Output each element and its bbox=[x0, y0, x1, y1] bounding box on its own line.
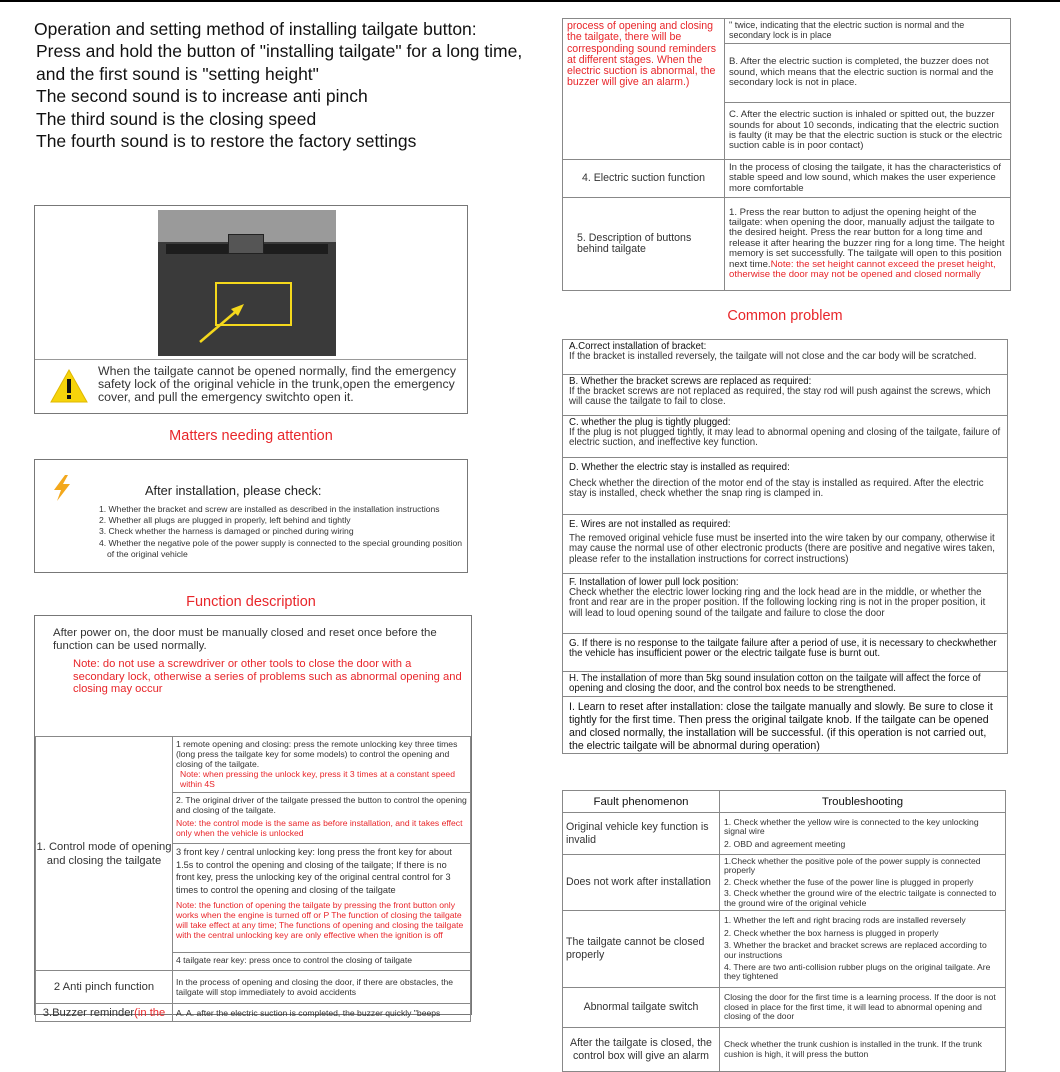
function-box bbox=[34, 615, 472, 1019]
arrow-icon bbox=[158, 210, 336, 356]
check-item: 3. Check whether the harness is damaged or pinched during wiring bbox=[99, 526, 354, 537]
fix-cell bbox=[720, 911, 1006, 988]
electric-suction-text: In the process of closing the tailgate, it has the characteristics of stable speed and low sound, which makes the user experience more comfortable bbox=[725, 160, 1011, 198]
common-item-title: E. Wires are not installed as required: bbox=[569, 519, 731, 530]
warning-triangle-icon bbox=[49, 368, 89, 404]
buttons-label: 5. Description of buttons behind tailgate bbox=[563, 198, 725, 291]
control-remote-text: 1 remote opening and closing: press the remote unlocking key three times (long press the tailgate key for some models) to control the opening and closing of the tailgate. bbox=[176, 739, 458, 769]
fault-cell: The tailgate cannot be closed properly bbox=[563, 911, 720, 988]
function-table bbox=[35, 736, 471, 1022]
control-front-key-text: 3 front key / central unlocking key: long press the front key for about 1.5s to control the opening and closing of the tailgate; If there is no front key, press the unlocking key of the original central control for 3 times to control the opening and closing of the tailgate bbox=[176, 847, 452, 895]
fault-cell: After the tailgate is closed, the control box will give an alarm bbox=[563, 1028, 720, 1072]
control-remote-note: Note: when pressing the unlock key, press it 3 times at a constant speed within 4S bbox=[180, 769, 455, 789]
common-item-text: If the bracket screws are not replaced as required, the stay rod will push against the screws, which will cause the tailgate to fail to close. bbox=[569, 386, 991, 408]
control-front-key-note: Note: the function of opening the tailgate by pressing the front button only works when the engine is turned off or P The function of closing the tailgate will take effect at any time; The functions of opening and closing the tailgate with the central unlocking key are only effective when the ignition is off bbox=[176, 900, 464, 940]
matters-heading: Matters needing attention bbox=[169, 428, 333, 444]
fix-cell bbox=[720, 855, 1006, 911]
common-item-title: B. Whether the bracket screws are replaced as required: bbox=[569, 376, 812, 387]
common-problem-list bbox=[562, 339, 1008, 754]
fix-cell: Check whether the trunk cushion is installed in the trunk. If the trunk cushion is high, it will press the button bbox=[720, 1028, 1006, 1072]
fault-cell: Original vehicle key function is invalid bbox=[563, 813, 720, 855]
common-item-text: Check whether the electric lower locking ring and the lock head are in the middle, or whether the front and rear are in the proper position. If the following locking ring is not in the proper position, it will lead to loud opening sound of the tailgate and failure to close the door bbox=[569, 587, 986, 619]
common-item-title: F. Installation of lower pull lock position: bbox=[569, 577, 739, 588]
common-item bbox=[562, 514, 1008, 573]
function-table-continued bbox=[562, 18, 1011, 291]
common-item bbox=[562, 696, 1008, 754]
buttons-text-main: 1. Press the rear button to adjust the opening height of the tailgate: when opening the door, manually adjust the tailgate to the desired height. Press the rear button for a long time and release it after hearing the buzzer ring for a long time. The height memory is set successfully. The tailgate will open to this position next time. bbox=[729, 206, 1005, 270]
check-item: 1. Whether the bracket and screw are installed as described in the installation instructions bbox=[99, 504, 440, 514]
electric-suction-label: 4. Electric suction function bbox=[563, 160, 725, 198]
function-intro: After power on, the door must be manually closed and reset once before the function can be used normally. bbox=[53, 627, 437, 652]
function-heading: Function description bbox=[186, 594, 316, 610]
fix-line: 2. Check whether the box harness is plugged in properly bbox=[724, 927, 939, 938]
emergency-text: When the tailgate cannot be opened normally, find the emergency safety lock of the original vehicle in the trunk,open the emergency cover, and pull the emergency switchto open it. bbox=[98, 364, 456, 404]
intro-line: The second sound is to increase anti pinch bbox=[36, 86, 368, 107]
fix-cell: Closing the door for the first time is a learning process. If the door is not closed in place for the first time, it will lead to abnormal opening and closing of the door bbox=[720, 988, 1006, 1028]
troubleshooting-table bbox=[562, 790, 1006, 1072]
col-troubleshooting: Troubleshooting bbox=[720, 791, 1006, 813]
common-item-text: Check whether the direction of the motor end of the stay is installed as required. After the electric stay is installed, check whether the snap ring is clamped in. bbox=[569, 478, 984, 500]
buzzer-continued-label: process of opening and closing the tailgate, there will be corresponding sound reminders at different stages. When the electric suction is abnormal, the buzzer will give an alarm.) bbox=[563, 19, 725, 160]
buzzer-b: B. After the electric suction is completed, the buzzer does not sound, which means that the electric suction is normal and the secondary lock is not in place. bbox=[725, 44, 1011, 103]
check-title: After installation, please check: bbox=[145, 483, 322, 498]
control-rear-key: 4 tailgate rear key: press once to control the closing of tailgate bbox=[173, 953, 471, 971]
fix-cell bbox=[720, 813, 1006, 855]
buzzer-label bbox=[36, 1004, 173, 1022]
emergency-photo bbox=[158, 210, 336, 356]
control-driver-note: Note: the control mode is the same as before installation, and it takes effect only when the vehicle is unlocked bbox=[176, 818, 463, 838]
buzzer-text: A. A. after the electric suction is completed, the buzzer quickly "beeps bbox=[173, 1004, 471, 1022]
fix-line: 3. Whether the bracket and bracket screws are replaced according to our instructions bbox=[724, 940, 987, 960]
fix-line: 1. Check whether the yellow wire is connected to the key unlocking signal wire bbox=[724, 816, 979, 837]
fault-cell: Abnormal tailgate switch bbox=[563, 988, 720, 1028]
common-item-text: If the bracket is installed reversely, the tailgate will not close and the car body will be scratched. bbox=[569, 351, 977, 363]
common-item bbox=[562, 415, 1008, 457]
top-border bbox=[0, 0, 1060, 2]
emergency-box bbox=[34, 205, 468, 414]
fix-line: 1. Whether the left and right bracing rods are installed reversely bbox=[724, 915, 966, 926]
common-item bbox=[562, 339, 1008, 374]
col-fault: Fault phenomenon bbox=[563, 791, 720, 813]
intro-line: The fourth sound is to restore the factory settings bbox=[36, 131, 417, 152]
anti-pinch-text: In the process of opening and closing the door, if there are obstacles, the tailgate will stop immediately to avoid accidents bbox=[173, 971, 471, 1004]
buzzer-label-red: (in the bbox=[134, 1006, 166, 1019]
common-item-title: G. If there is no response to the tailgate failure after a period of use, it is necessary to checkwhether the vehicle has insufficient power or the electric tailgate fuse is burnt out. bbox=[569, 638, 997, 660]
intro-line: The third sound is the closing speed bbox=[36, 108, 317, 129]
control-remote bbox=[173, 737, 471, 793]
function-note: Note: do not use a screwdriver or other tools to close the door with a secondary lock, otherwise a series of problems such as abnormal opening and closing may occur bbox=[73, 658, 462, 695]
common-item bbox=[562, 633, 1008, 671]
common-item-title: A.Correct installation of bracket: bbox=[569, 341, 707, 352]
common-heading: Common problem bbox=[727, 308, 843, 324]
buzzer-label-text: 3.Buzzer reminder bbox=[42, 1006, 135, 1019]
control-mode-label: 1. Control mode of opening and closing the tailgate bbox=[36, 737, 173, 971]
intro-title: Operation and setting method of installing tailgate button: bbox=[34, 19, 477, 39]
anti-pinch-label: 2 Anti pinch function bbox=[36, 971, 173, 1004]
check-box bbox=[34, 459, 468, 573]
common-item-title: C. whether the plug is tightly plugged: bbox=[569, 417, 731, 428]
check-list bbox=[99, 504, 467, 560]
control-driver-text: 2. The original driver of the tailgate pressed the button to control the opening and closing of the tailgate. bbox=[176, 795, 467, 815]
control-driver bbox=[173, 793, 471, 844]
lightning-bolt-icon bbox=[49, 474, 75, 502]
check-item: 2. Whether all plugs are plugged in properly, left behind and tightly bbox=[99, 515, 351, 526]
fix-line: 4. There are two anti-collision rubber plugs on the original tailgate. Are they tightened bbox=[724, 961, 991, 982]
fix-line: 2. OBD and agreement meeting bbox=[724, 838, 846, 849]
fault-cell: Does not work after installation bbox=[563, 855, 720, 911]
check-item: 4. Whether the negative pole of the power supply is connected to the special grounding position of the original vehicle bbox=[99, 537, 463, 559]
common-item bbox=[562, 573, 1008, 633]
common-item-text: If the plug is not plugged tightly, it may lead to abnormal opening and closing of the tailgate, failure of electric suction, and ineffective key function. bbox=[569, 427, 1001, 449]
common-item-title: D. Whether the electric stay is installed as required: bbox=[569, 462, 790, 473]
common-item bbox=[562, 374, 1008, 415]
buzzer-a: " twice, indicating that the electric suction is normal and the secondary lock is in place bbox=[725, 19, 1011, 44]
common-item bbox=[562, 671, 1008, 696]
common-item-title: H. The installation of more than 5kg sound insulation cotton on the tailgate will affect the force of opening and closing the door, and the control box needs to be strengthened. bbox=[569, 673, 981, 695]
common-item bbox=[562, 457, 1008, 514]
buzzer-c: C. After the electric suction is inhaled or spitted out, the buzzer sounds for about 10 seconds, indicating that the electric suction is faulty (it may be that the electric suction is stuck or the electric suction cable is in poor contact) bbox=[725, 103, 1011, 160]
control-front-key bbox=[173, 844, 471, 953]
fix-line: 1.Check whether the positive pole of the power supply is connected properly bbox=[724, 856, 981, 876]
intro-line: Press and hold the button of "installing tailgate" for a long time, and the first sound is "setting height" bbox=[36, 41, 523, 84]
fix-line: 2. Check whether the fuse of the power line is plugged in properly bbox=[724, 876, 974, 887]
buttons-text-note: Note: the set height cannot exceed the preset height, otherwise the door may not be opened and closed normally bbox=[729, 258, 996, 281]
common-item-text: The removed original vehicle fuse must be inserted into the wire taken by our company, otherwise it may cause the normal use of other electronic products (there are positive and negative wires taken, please refer to the installation instructions for correct instructions) bbox=[569, 533, 995, 565]
fix-line: 3. Check whether the ground wire of the electric tailgate is connected to the ground wire of the original vehicle bbox=[724, 888, 997, 908]
emergency-row bbox=[35, 359, 467, 414]
common-item-title: I. Learn to reset after installation: close the tailgate manually and slowly. Be sure to close it tightly for the first time. Then press the original tailgate knob. If the tailgate can be opened and closed normally, the installation will be successful. (if this operation is not carried out, the electric tailgate will be abnormal during operation) bbox=[569, 701, 993, 752]
intro-section bbox=[34, 18, 534, 152]
buttons-text bbox=[725, 198, 1011, 291]
